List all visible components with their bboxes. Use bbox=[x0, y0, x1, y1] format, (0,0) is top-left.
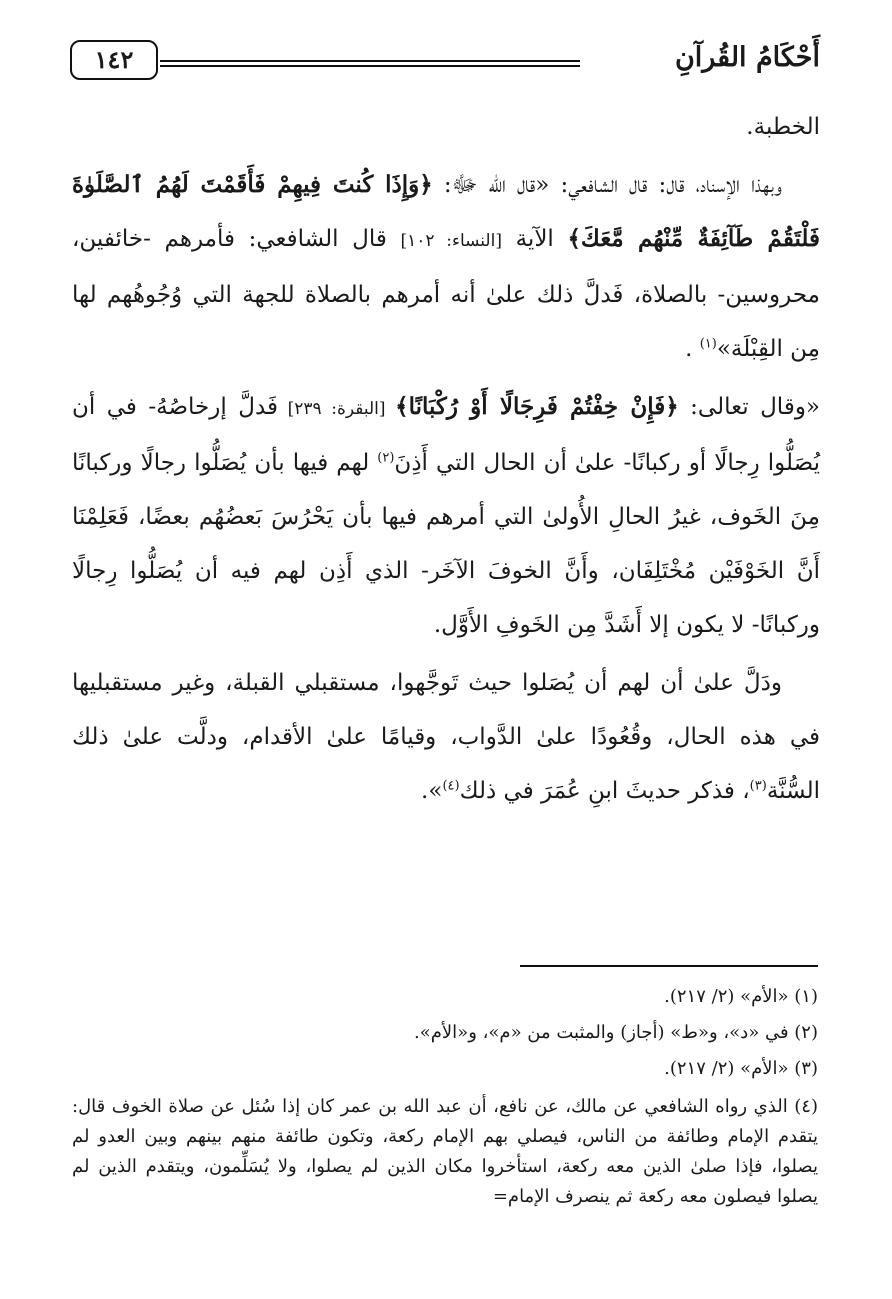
page-header bbox=[70, 38, 820, 88]
paragraph-2: وبهذا الإسناد، قال: قال الشافعي: «قال الله ﷻ: ﴿وَإِذَا كُنتَ فِيهِمْ فَأَقَمْتَ لَهُمُ ٱلصَّلَوٰةَ فَلْتَقُمْ طَآئِفَةٌ مِّنْهُم مَّعَكَ﴾ الآية [النساء: ١٠٢] قال الشافعي: فأمرهم -خائفين، محروسين- بالصلاة، فَدلَّ ذلك علىٰ أنه أمرهم بالصلاة للجهة التي وُجُوهُهم لها مِن القِبْلَة»$^{(١)}$ . bbox=[72, 171, 821, 362]
verse-reference: [النساء: ١٠٢] bbox=[400, 231, 502, 251]
paragraph-4: ودَلَّ علىٰ أن لهم أن يُصَلوا حيث تَوجَّهوا، مستقبلي القبلة، وغير مستقبليها في هذه الحال، وقُعُودًا علىٰ الدَّواب، وقيامًا علىٰ الأقدام، ودلَّت علىٰ ذلك السُّنَّة$^{(٣)}$، فذكر حديثَ ابنِ عُمَرَ في ذلك$^{(٤)}$». bbox=[72, 670, 820, 804]
header-rule bbox=[160, 60, 580, 67]
footnote-marker: (١) bbox=[699, 336, 717, 352]
quran-verse: ﴿وَإِذَا كُنتَ فِيهِمْ فَأَقَمْتَ لَهُمُ ٱلصَّلَوٰةَ فَلْتَقُمْ طَآئِفَةٌ مِّنْهُم مَّعَكَ﴾ bbox=[72, 171, 821, 252]
page-number: ١٤٢ bbox=[70, 40, 158, 80]
quran-verse: ﴿فَإِنْ خِفْتُمْ فَرِجَالًا أَوْ رُكْبَانًا﴾ bbox=[395, 393, 679, 420]
footnote-marker: (٣) bbox=[749, 778, 767, 794]
footnote-3: (٣) «الأم» (٢/ ٢١٧). bbox=[664, 1058, 818, 1079]
paragraph-3: «وقال تعالى: ﴿فَإِنْ خِفْتُمْ فَرِجَالًا أَوْ رُكْبَانًا﴾ [البقرة: ٢٣٩] فَدلَّ إرخاصُهُ- في أن يُصَلُّوا رِجالًا أو ركبانًا- علىٰ أن الحال التي أَذِنَ$^{(٢)}$ لهم فيها بأن يُصَلُّوا رجالًا وركبانًا مِنَ الخَوف، غيرُ الحالِ الأُولىٰ التي أمرهم فيها بأن يَحْرُسَ بَعضُهُم بعضًا، فَعَلِمْنَا أَنَّ الخَوْفَيْن مُخْتَلِفَان، وأَنَّ الخوفَ الآخَر- الذي أَذِن لهم فيه أن يُصَلُّوا رِجالًا وركبانًا- لا يكون إلا أَشَدَّ مِن الخَوفِ الأَوَّل. bbox=[72, 393, 820, 638]
footnote-2: (٢) في «د»، و«ط» (أجاز) والمثبت من «م»، و«الأم». bbox=[414, 1022, 818, 1043]
verse-reference: [البقرة: ٢٣٩] bbox=[278, 399, 396, 419]
running-title: أَحْكَامُ القُرآنِ bbox=[674, 42, 820, 73]
footnotes bbox=[72, 980, 818, 1214]
footnote-marker: (٢) bbox=[377, 450, 395, 466]
main-text bbox=[72, 100, 820, 822]
footnote-separator bbox=[520, 965, 818, 967]
footnote-1: (١) «الأم» (٢/ ٢١٧). bbox=[664, 986, 818, 1007]
footnote-4: (٤) الذي رواه الشافعي عن مالك، عن نافع، أن عبد الله بن عمر كان إذا سُئل عن صلاة الخوف قال: يتقدم الإمام وطائفة من الناس، فيصلي بهم الإمام ركعة، وتكون طائفة منهم بينهم وبين العدو لم يصلوا، فإذا صلىٰ الذين معه ركعة، استأخروا مكان الذين لم يصلوا، ولا يُسَلِّمون، ويتقدم الذين لم يصلوا فيصلون معه ركعة ثم ينصرف الإمام= bbox=[72, 1096, 818, 1207]
paragraph-1: الخطبة. bbox=[746, 114, 820, 140]
footnote-marker: (٤) bbox=[442, 778, 460, 794]
